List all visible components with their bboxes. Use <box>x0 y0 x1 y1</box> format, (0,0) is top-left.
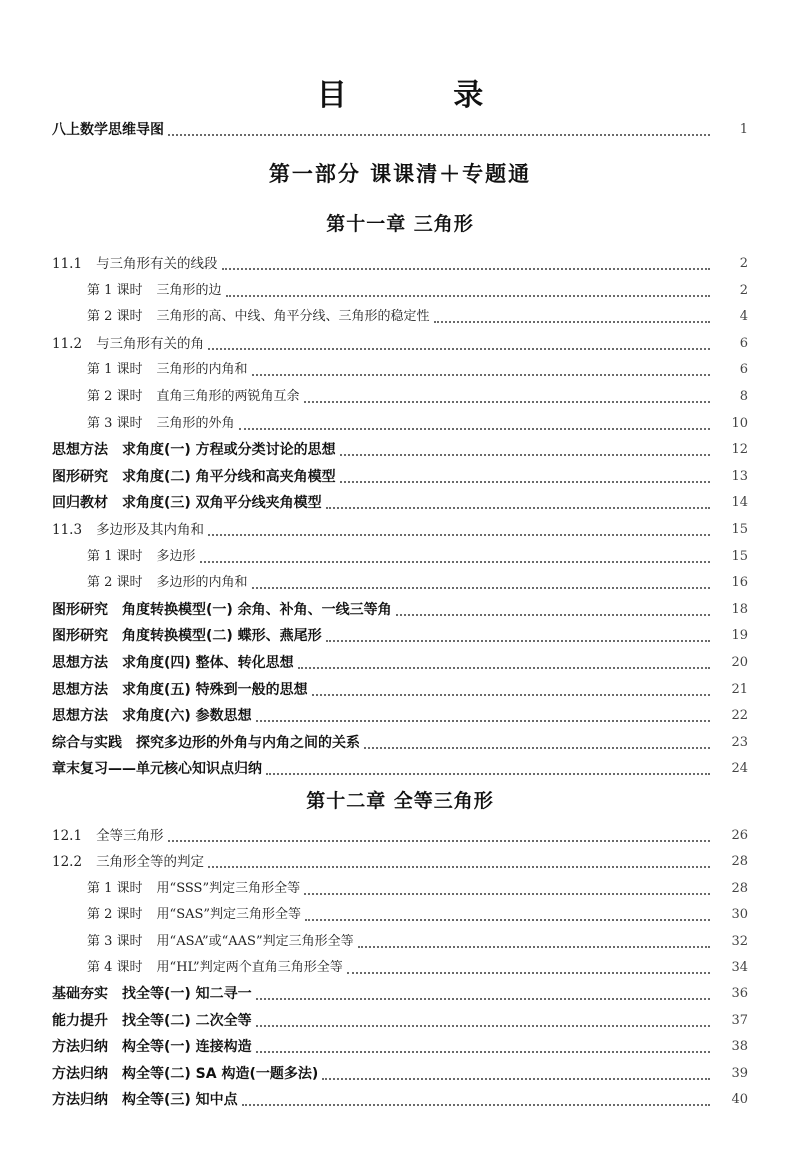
toc-entry-text: 找全等(一) 知二寻一 <box>122 986 252 1003</box>
toc-entry-text: 构全等(三) 知中点 <box>122 1092 238 1108</box>
toc-entry-text: 三角形的外角 <box>156 415 235 431</box>
toc-entry-label <box>87 573 248 593</box>
dot-leader <box>252 586 710 589</box>
toc-entry-lead: 图形研究 <box>52 628 108 645</box>
dot-leader <box>312 693 710 696</box>
toc-entry-lead: 图形研究 <box>52 468 108 485</box>
toc-entry-page: 34 <box>731 960 748 975</box>
toc-entry-label <box>87 360 248 380</box>
toc-entry-label <box>52 467 336 487</box>
dot-leader <box>304 400 710 403</box>
toc-entry-page: 1 <box>739 122 748 137</box>
dot-leader <box>208 347 710 350</box>
page-title: 目 录 <box>316 78 532 113</box>
dot-leader <box>200 560 710 563</box>
toc-entry-lead: 第 3 课时 <box>87 415 143 431</box>
toc-entry-page: 28 <box>731 854 748 870</box>
toc-entry-label <box>87 547 196 567</box>
toc-entry-text: 三角形的边 <box>156 282 222 298</box>
toc-entry-page: 24 <box>731 761 748 777</box>
toc-entry-text: 用“SSS”判定三角形全等 <box>156 880 301 896</box>
toc-entry-label <box>52 653 294 673</box>
toc-entry-page: 14 <box>731 495 748 511</box>
toc-entry-lead: 第 2 课时 <box>87 309 143 325</box>
toc-entry[interactable] <box>0 822 800 846</box>
toc-entry[interactable] <box>0 516 800 540</box>
toc-entry-label <box>52 600 392 620</box>
dot-leader <box>256 997 710 1000</box>
toc-entry-text: 与三角形有关的角 <box>96 335 205 352</box>
toc-entry-label <box>52 826 164 846</box>
toc-entry-lead: 第 1 课时 <box>87 880 143 896</box>
toc-entry-lead: 第 2 课时 <box>87 907 143 923</box>
toc-entry-text: 找全等(二) 二次全等 <box>122 1012 252 1029</box>
toc-entry-lead: 第 1 课时 <box>87 548 143 564</box>
toc-entry[interactable] <box>0 928 800 952</box>
toc-entry[interactable] <box>0 330 800 354</box>
dot-leader <box>434 320 710 323</box>
dot-leader <box>168 839 710 842</box>
toc-entry[interactable] <box>0 1033 800 1057</box>
toc-entry-label <box>87 281 222 301</box>
toc-entry-label <box>52 334 204 354</box>
toc-entry-lead: 思想方法 <box>52 655 108 671</box>
toc-entry-label <box>52 1064 318 1084</box>
dot-leader <box>340 453 710 456</box>
toc-entry[interactable] <box>0 489 800 513</box>
toc-entry-page: 39 <box>731 1065 748 1081</box>
toc-entry[interactable] <box>0 596 800 620</box>
toc-entry-label <box>87 879 300 899</box>
dot-leader <box>239 427 710 430</box>
toc-entry-label <box>52 852 204 872</box>
toc-entry-text: 多边形 <box>156 548 196 564</box>
toc-entry[interactable] <box>0 755 800 779</box>
dot-leader <box>242 1103 710 1106</box>
dot-leader <box>396 613 710 616</box>
toc-entry-label <box>52 706 252 726</box>
toc-entry[interactable] <box>0 1060 800 1084</box>
toc-entry-text: 直角三角形的两锐角互余 <box>156 389 300 404</box>
toc-entry-text: 多边形的内角和 <box>156 575 248 591</box>
toc-entry-label: 八上数学思维导图 <box>52 122 164 138</box>
toc-entry-lead: 11.1 <box>52 256 83 272</box>
toc-entry-label <box>87 958 343 978</box>
toc-entry-page: 32 <box>731 933 748 949</box>
toc-entry[interactable] <box>0 410 800 434</box>
toc-entry-page: 23 <box>731 734 748 750</box>
dot-leader <box>305 918 710 921</box>
toc-entry-lead: 第 1 课时 <box>87 362 143 378</box>
toc-entry[interactable] <box>0 383 800 407</box>
toc-entry-lead: 第 3 课时 <box>87 933 143 949</box>
toc-entry-page: 2 <box>739 256 748 271</box>
toc-entry[interactable] <box>0 277 800 301</box>
toc-entry-lead: 第 2 课时 <box>87 389 143 404</box>
toc-entry-lead: 11.2 <box>52 335 83 352</box>
toc-entry-lead: 回归教材 <box>52 495 108 512</box>
toc-entry[interactable] <box>0 622 800 646</box>
toc-entry-lead: 图形研究 <box>52 601 108 618</box>
toc-entry-page: 12 <box>731 442 748 458</box>
dot-leader <box>208 865 710 868</box>
toc-entry-page: 26 <box>731 828 748 843</box>
toc-entry-label <box>87 307 430 327</box>
toc-entry-text: 求角度(六) 参数思想 <box>122 708 252 725</box>
toc-entry-page: 28 <box>731 880 748 896</box>
toc-entry-page: 6 <box>739 335 748 351</box>
toc-entry-page: 40 <box>731 1092 748 1107</box>
dot-leader <box>364 746 710 749</box>
toc-entry-text: 构全等(二) SA 构造(一题多法) <box>122 1065 319 1082</box>
toc-entry[interactable] <box>0 250 800 274</box>
toc-entry-text: 角度转换模型(二) 蝶形、燕尾形 <box>122 628 322 645</box>
dot-leader <box>252 373 710 376</box>
toc-entry[interactable] <box>0 848 800 872</box>
toc-entry[interactable] <box>0 980 800 1004</box>
toc-entry-lead: 综合与实践 <box>52 734 122 751</box>
toc-entry[interactable] <box>0 463 800 487</box>
toc-entry-label <box>52 254 218 274</box>
toc-entry-lead: 12.2 <box>52 854 83 871</box>
dot-leader <box>358 945 710 948</box>
toc-entry-label <box>52 984 252 1004</box>
toc-entry-label <box>87 932 354 952</box>
toc-entry-lead: 基础夯实 <box>52 986 108 1003</box>
toc-entry-text: 角度转换模型(一) 余角、补角、一线三等角 <box>122 601 392 618</box>
toc-entry-text: 章末复习——单元核心知识点归纳 <box>52 761 262 778</box>
toc-entry-lead: 11.3 <box>52 522 83 538</box>
toc-entry-label <box>52 733 360 753</box>
dot-leader <box>340 480 710 483</box>
toc-entry-label <box>87 414 235 434</box>
toc-entry-text: 构全等(一) 连接构造 <box>122 1039 252 1056</box>
toc-entry-lead: 第 2 课时 <box>87 575 143 591</box>
toc-entry-lead: 方法归纳 <box>52 1039 108 1056</box>
toc-entry-label <box>52 759 262 779</box>
toc-entry-page: 4 <box>739 309 748 325</box>
dot-leader <box>222 267 710 270</box>
toc-entry-text: 求角度(二) 角平分线和高夹角模型 <box>122 468 336 485</box>
toc-entry-page: 10 <box>731 415 748 431</box>
toc-entry[interactable] <box>0 702 800 726</box>
dot-leader <box>304 892 710 895</box>
toc-entry-label <box>52 1011 252 1031</box>
toc-entry-label <box>52 440 336 460</box>
toc-entry[interactable] <box>0 569 800 593</box>
dot-leader <box>298 666 710 669</box>
chapter-title: 第十二章 全等三角形 <box>306 790 494 812</box>
toc-entry-lead: 12.1 <box>52 828 83 844</box>
toc-entry-text: 用“ASA”或“AAS”判定三角形全等 <box>156 933 354 949</box>
dot-leader <box>168 133 710 136</box>
toc-entry[interactable] <box>0 954 800 978</box>
dot-leader <box>326 639 710 642</box>
toc-entry-label <box>87 387 300 407</box>
dot-leader <box>256 1050 710 1053</box>
toc-entry-label <box>52 680 308 700</box>
toc-entry-text: 多边形及其内角和 <box>96 522 205 538</box>
toc-entry[interactable] <box>0 543 800 567</box>
toc-entry[interactable] <box>0 1007 800 1031</box>
toc-entry-text: 探究多边形的外角与内角之间的关系 <box>136 734 360 751</box>
toc-entry-page: 21 <box>731 681 748 697</box>
toc-entry-page: 38 <box>731 1039 748 1055</box>
toc-entry-text: 求角度(四) 整体、转化思想 <box>122 655 294 671</box>
toc-entry[interactable] <box>0 436 800 460</box>
dot-leader <box>266 772 710 775</box>
chapter-title: 第十一章 三角形 <box>326 213 474 235</box>
toc-entry-lead: 能力提升 <box>52 1012 108 1029</box>
toc-entry[interactable] <box>0 676 800 700</box>
toc-entry-label <box>52 1090 238 1110</box>
toc-entry-text: 与三角形有关的线段 <box>96 256 218 272</box>
toc-entry-label <box>87 905 301 925</box>
toc-entry-lead: 思想方法 <box>52 442 108 459</box>
toc-entry-lead: 第 4 课时 <box>87 960 143 975</box>
toc-entry[interactable] <box>0 356 800 380</box>
toc-entry-label <box>52 1037 252 1057</box>
toc-entry[interactable] <box>0 116 800 140</box>
toc-entry-text: 全等三角形 <box>96 828 164 844</box>
toc-entry-lead: 方法归纳 <box>52 1065 108 1082</box>
toc-entry[interactable] <box>0 901 800 925</box>
dot-leader <box>256 719 710 722</box>
toc-entry-label <box>52 520 204 540</box>
toc-entry-text: 求角度(五) 特殊到一般的思想 <box>122 681 308 698</box>
toc-entry[interactable] <box>0 303 800 327</box>
toc-entry-text: 求角度(三) 双角平分线夹角模型 <box>122 495 322 512</box>
toc-entry-page: 20 <box>731 655 748 670</box>
dot-leader <box>322 1077 710 1080</box>
toc-entry-page: 8 <box>739 389 748 404</box>
toc-entry-page: 6 <box>739 362 748 378</box>
toc-entry-page: 15 <box>731 522 748 537</box>
toc-entry-text: 三角形的内角和 <box>156 362 248 378</box>
toc-entry[interactable] <box>0 875 800 899</box>
toc-entry-page: 18 <box>731 601 748 617</box>
toc-entry-page: 19 <box>731 628 748 644</box>
toc-entry-page: 16 <box>731 575 748 591</box>
toc-entry-page: 36 <box>731 986 748 1002</box>
toc-entry-page: 15 <box>731 548 748 564</box>
toc-entry-lead: 思想方法 <box>52 681 108 698</box>
dot-leader <box>326 506 710 509</box>
toc-entry-lead: 方法归纳 <box>52 1092 108 1108</box>
dot-leader <box>347 971 710 974</box>
dot-leader <box>256 1024 710 1027</box>
dot-leader <box>226 294 710 297</box>
toc-entry-page: 22 <box>731 708 748 724</box>
toc-entry-lead: 思想方法 <box>52 708 108 725</box>
toc-entry-text: 用“SAS”判定三角形全等 <box>156 907 302 923</box>
toc-entry-text: 三角形全等的判定 <box>96 854 205 871</box>
toc-entry-page: 13 <box>731 468 748 484</box>
part-title: 第一部分 课课清＋专题通 <box>268 161 532 186</box>
dot-leader <box>208 533 710 536</box>
toc-entry-page: 2 <box>739 282 748 298</box>
toc-entry-lead: 第 1 课时 <box>87 282 143 298</box>
toc-entry-text: 求角度(一) 方程或分类讨论的思想 <box>122 442 336 459</box>
toc-entry-page: 30 <box>731 907 748 923</box>
toc-entry[interactable] <box>0 1086 800 1110</box>
toc-entry-text: 用“HL”判定两个直角三角形全等 <box>156 960 343 975</box>
toc-entry[interactable] <box>0 729 800 753</box>
toc-entry-label <box>52 626 322 646</box>
toc-entry[interactable] <box>0 649 800 673</box>
toc-entry-label <box>52 493 322 513</box>
toc-entry-page: 37 <box>731 1012 748 1028</box>
toc-entry-text: 三角形的高、中线、角平分线、三角形的稳定性 <box>156 309 430 325</box>
